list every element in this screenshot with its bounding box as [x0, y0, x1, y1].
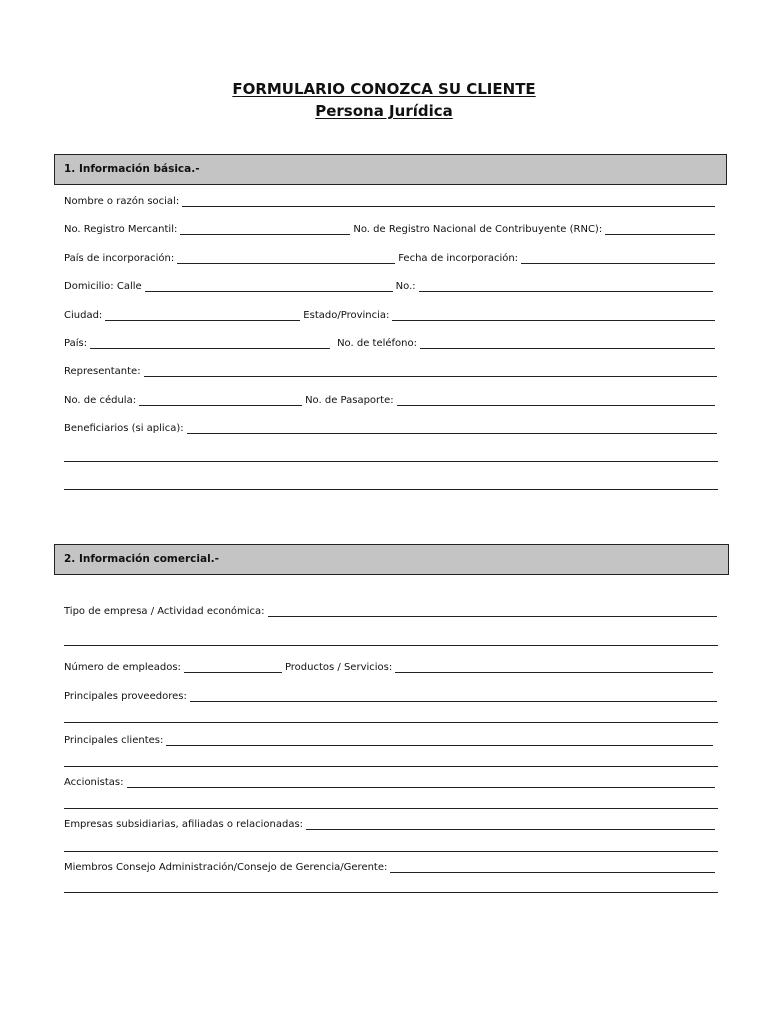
blank-tipo-empresa-extra[interactable]	[64, 645, 718, 646]
label-cedula: No. de cédula:	[64, 395, 137, 406]
field-clientes[interactable]	[64, 733, 716, 747]
label-pasaporte: No. de Pasaporte:	[305, 395, 394, 406]
blank-miembros[interactable]	[390, 862, 715, 873]
label-accionistas: Accionistas:	[64, 777, 124, 788]
blank-empleados[interactable]	[184, 662, 282, 673]
field-representante[interactable]	[64, 364, 720, 378]
label-fecha-incorporacion: Fecha de incorporación:	[398, 253, 519, 264]
label-rnc: No. de Registro Nacional de Contribuyente (RNC):	[353, 224, 603, 235]
blank-clientes-extra[interactable]	[64, 766, 718, 767]
blank-productos[interactable]	[395, 662, 713, 673]
blank-beneficiarios-extra-1[interactable]	[64, 461, 718, 462]
blank-ciudad[interactable]	[105, 310, 300, 321]
label-telefono: No. de teléfono:	[337, 338, 418, 349]
label-numero: No.:	[395, 281, 416, 292]
blank-subsidiarias-extra[interactable]	[64, 851, 718, 852]
blank-beneficiarios-extra-2[interactable]	[64, 489, 718, 490]
field-pais-telefono-row[interactable]	[64, 336, 718, 350]
label-clientes: Principales clientes:	[64, 735, 164, 746]
field-subsidiarias[interactable]	[64, 817, 718, 831]
blank-telefono[interactable]	[420, 338, 715, 349]
blank-representante[interactable]	[144, 366, 717, 377]
label-nombre: Nombre o razón social:	[64, 196, 180, 207]
label-domicilio: Domicilio: Calle	[64, 281, 142, 292]
section-basic-info-title: 1. Información básica.-	[64, 163, 200, 175]
title-block	[0, 78, 768, 122]
blank-pais[interactable]	[90, 338, 330, 349]
field-miembros-consejo[interactable]	[64, 860, 718, 874]
label-pais: País:	[64, 338, 88, 349]
label-estado: Estado/Provincia:	[303, 310, 390, 321]
field-registro-rnc-row[interactable]	[64, 222, 718, 236]
label-productos: Productos / Servicios:	[284, 662, 393, 673]
field-beneficiarios[interactable]	[64, 421, 720, 435]
label-representante: Representante:	[64, 366, 141, 377]
field-accionistas[interactable]	[64, 775, 718, 789]
blank-proveedores[interactable]	[190, 691, 717, 702]
blank-pasaporte[interactable]	[397, 395, 715, 406]
field-proveedores[interactable]	[64, 689, 720, 703]
label-beneficiarios: Beneficiarios (si aplica):	[64, 423, 184, 434]
blank-pais-incorporacion[interactable]	[177, 253, 395, 264]
blank-proveedores-extra[interactable]	[64, 722, 718, 723]
blank-tipo-empresa[interactable]	[268, 606, 717, 617]
blank-clientes[interactable]	[166, 735, 713, 746]
form-title: FORMULARIO CONOZCA SU CLIENTE	[232, 80, 536, 98]
label-tipo-empresa: Tipo de empresa / Actividad económica:	[64, 606, 265, 617]
blank-domicilio[interactable]	[145, 281, 393, 292]
blank-subsidiarias[interactable]	[306, 819, 715, 830]
label-subsidiarias: Empresas subsidiarias, afiliadas o relacionadas:	[64, 819, 304, 830]
form-subtitle: Persona Jurídica	[315, 102, 453, 120]
label-pais-incorporacion: País de incorporación:	[64, 253, 175, 264]
blank-estado[interactable]	[392, 310, 715, 321]
blank-beneficiarios[interactable]	[187, 423, 717, 434]
section-basic-info-header	[54, 154, 727, 185]
label-ciudad: Ciudad:	[64, 310, 103, 321]
blank-rnc[interactable]	[605, 224, 715, 235]
field-ciudad-estado-row[interactable]	[64, 308, 718, 322]
blank-cedula[interactable]	[139, 395, 302, 406]
field-domicilio-row[interactable]	[64, 279, 716, 293]
field-nombre-razon-social[interactable]	[64, 194, 718, 208]
blank-accionistas[interactable]	[127, 777, 715, 788]
label-proveedores: Principales proveedores:	[64, 691, 187, 702]
field-empleados-productos-row[interactable]	[64, 660, 716, 674]
label-miembros: Miembros Consejo Administración/Consejo de Gerencia/Gerente:	[64, 862, 388, 873]
blank-registro-mercantil[interactable]	[180, 224, 350, 235]
section-commercial-info-title: 2. Información comercial.-	[64, 553, 220, 565]
field-cedula-pasaporte-row[interactable]	[64, 393, 718, 407]
field-tipo-empresa[interactable]	[64, 604, 720, 618]
label-registro-mercantil: No. Registro Mercantil:	[64, 224, 178, 235]
blank-nombre[interactable]	[182, 196, 715, 207]
blank-miembros-extra[interactable]	[64, 892, 718, 893]
field-incorporacion-row[interactable]	[64, 251, 718, 265]
label-empleados: Número de empleados:	[64, 662, 181, 673]
blank-fecha-incorporacion[interactable]	[521, 253, 715, 264]
blank-accionistas-extra[interactable]	[64, 808, 718, 809]
blank-numero[interactable]	[419, 281, 713, 292]
section-commercial-info-header	[54, 544, 729, 575]
